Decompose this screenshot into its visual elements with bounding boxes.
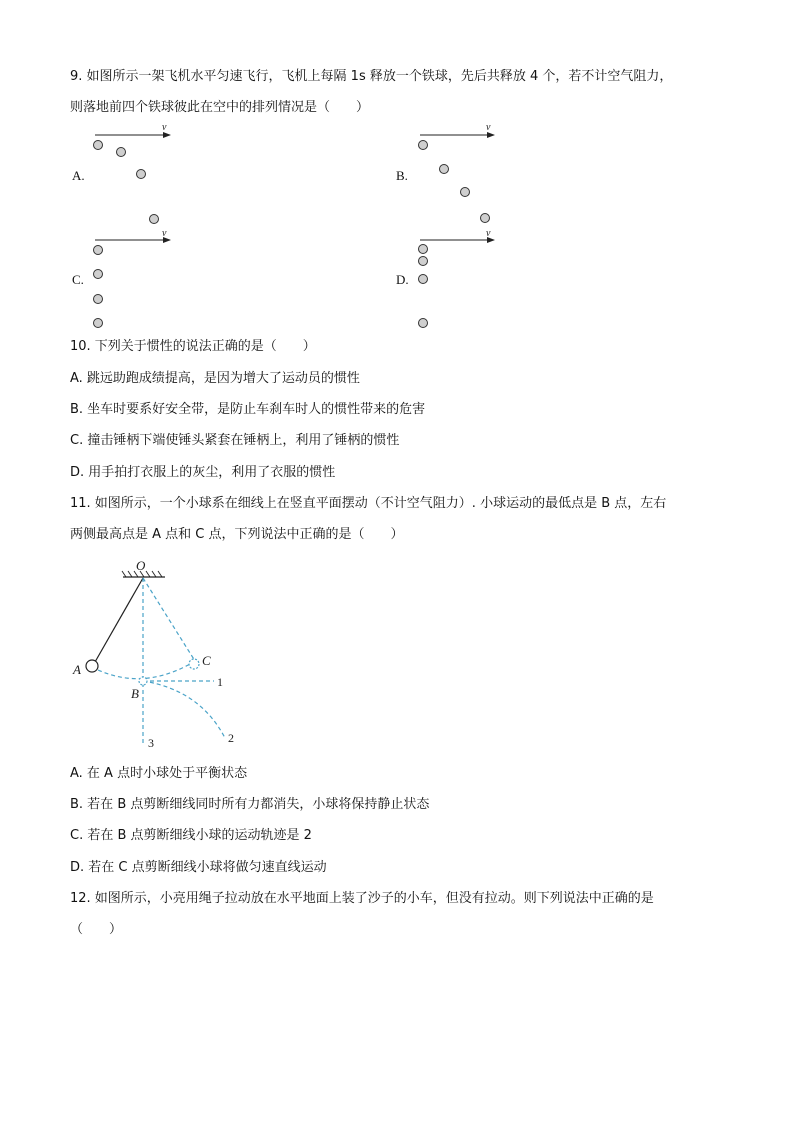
pendulum-string xyxy=(95,578,143,662)
path-3-label: 3 xyxy=(148,736,154,750)
velocity-label: v xyxy=(486,122,491,133)
velocity-label: v xyxy=(162,228,167,239)
q9-option-d-label: D. xyxy=(396,272,409,287)
q11-option-a: A. 在 A 点时小球处于平衡状态 xyxy=(70,766,248,781)
velocity-label: v xyxy=(162,122,167,133)
path-2-curve xyxy=(143,681,225,738)
velocity-label: v xyxy=(486,228,491,239)
q9-stem-line2: 则落地前四个铁球彼此在空中的排列情况是（ ） xyxy=(70,100,370,115)
point-a-label: A xyxy=(73,662,81,677)
iron-ball xyxy=(94,270,103,279)
iron-ball xyxy=(419,141,428,150)
iron-ball xyxy=(94,295,103,304)
point-c-label: C xyxy=(202,653,211,668)
string-to-c xyxy=(143,578,195,661)
q9-option-a-label: A. xyxy=(72,168,85,183)
q11-stem-line1: 11. 如图所示，一个小球系在细线上在竖直平面摆动（不计空气阻力）. 小球运动的最低点是 B 点，左右 xyxy=(70,496,667,511)
iron-ball xyxy=(94,141,103,150)
iron-ball xyxy=(419,257,428,266)
iron-ball xyxy=(461,188,470,197)
iron-ball xyxy=(150,215,159,224)
iron-ball xyxy=(94,246,103,255)
pendulum-ball xyxy=(86,660,98,672)
iron-ball xyxy=(117,148,126,157)
q9-stem-line1: 9. 如图所示一架飞机水平匀速飞行，飞机上每隔 1s 释放一个铁球，先后共释放 4 个，若不计空气阻力， xyxy=(70,69,673,84)
ball-at-b xyxy=(139,677,147,685)
q9-figure-a xyxy=(94,122,171,224)
iron-ball xyxy=(137,170,146,179)
q9-option-c-label: C. xyxy=(72,272,84,287)
iron-ball xyxy=(419,275,428,284)
q10-option-d: D. 用手拍打衣服上的灰尘，利用了衣服的惯性 xyxy=(70,465,336,480)
q10-stem: 10. 下列关于惯性的说法正确的是（ ） xyxy=(70,339,316,354)
iron-ball xyxy=(94,319,103,328)
point-b-label: B xyxy=(131,686,139,701)
q11-option-c: C. 若在 B 点剪断细线小球的运动轨迹是 2 xyxy=(70,828,312,843)
q9-figure-b xyxy=(419,122,495,223)
q12-stem-line1: 12. 如图所示，小亮用绳子拉动放在水平地面上装了沙子的小车，但没有拉动。则下列说法中正确的是 xyxy=(70,891,654,906)
q12-stem-line2: （ ） xyxy=(70,922,123,937)
swing-arc xyxy=(98,664,190,679)
ball-at-c xyxy=(189,659,199,669)
iron-ball xyxy=(419,245,428,254)
iron-ball xyxy=(440,165,449,174)
q11-stem-line2: 两侧最高点是 A 点和 C 点，下列说法中正确的是（ ） xyxy=(70,527,404,542)
q11-pendulum-figure xyxy=(72,558,234,750)
q9-option-b-label: B. xyxy=(396,168,408,183)
q10-option-b: B. 坐车时要系好安全带，是防止车刹车时人的惯性带来的危害 xyxy=(70,402,426,417)
q10-option-a: A. 跳远助跑成绩提高，是因为增大了运动员的惯性 xyxy=(70,371,360,386)
q9-figure-c xyxy=(94,228,171,328)
point-o-label: O xyxy=(136,558,146,573)
path-1-label: 1 xyxy=(217,675,223,689)
q11-option-d: D. 若在 C 点剪断细线小球将做匀速直线运动 xyxy=(70,860,327,875)
iron-ball xyxy=(419,319,428,328)
q9-figure-d xyxy=(419,228,495,328)
q10-option-c: C. 撞击锤柄下端使锤头紧套在锤柄上，利用了锤柄的惯性 xyxy=(70,433,400,448)
path-2-label: 2 xyxy=(228,731,234,745)
q11-option-b: B. 若在 B 点剪断细线同时所有力都消失，小球将保持静止状态 xyxy=(70,797,430,812)
iron-ball xyxy=(481,214,490,223)
